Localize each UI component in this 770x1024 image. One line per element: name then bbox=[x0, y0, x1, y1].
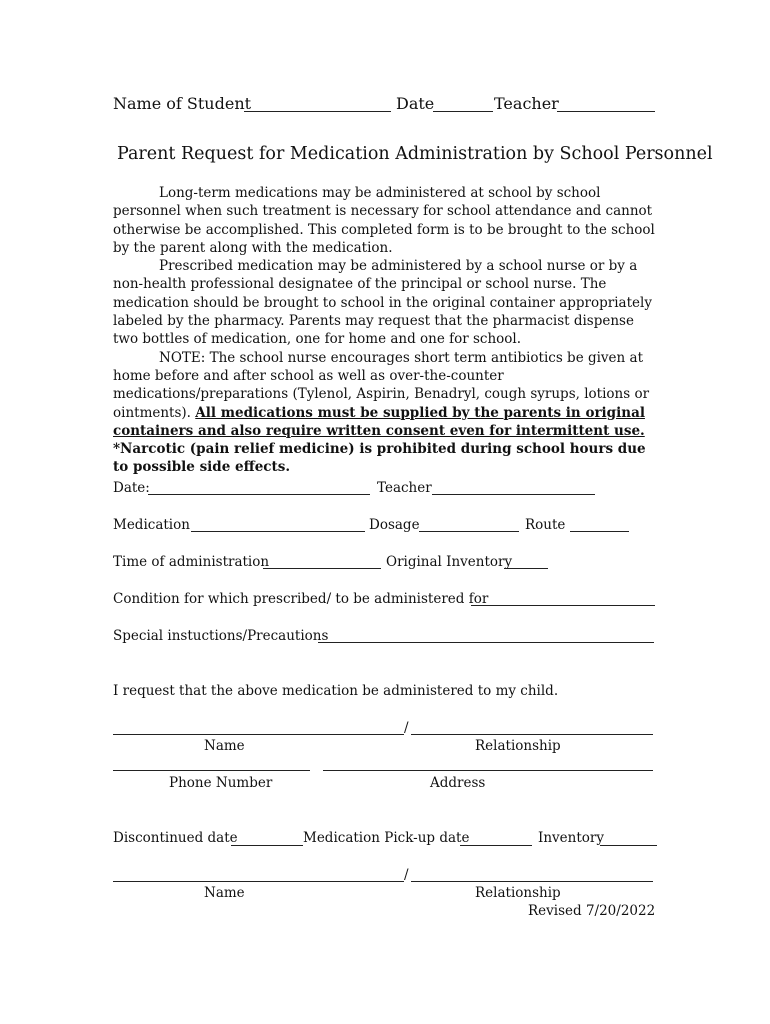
revision-date: Revised 7/20/2022 bbox=[528, 903, 656, 919]
supply-requirement: All medications must be supplied by the parents in original containers and also require written consent even for intermittent use. bbox=[113, 404, 645, 439]
teacher-label: Teacher bbox=[377, 480, 432, 496]
pickup-name-caption: Name bbox=[204, 885, 245, 901]
time-label: Time of administration bbox=[113, 554, 270, 570]
discontinued-date-label: Discontinued date bbox=[113, 830, 238, 846]
date-label: Date: bbox=[113, 480, 150, 496]
address-field[interactable] bbox=[323, 770, 653, 771]
header-date-field[interactable] bbox=[433, 111, 493, 112]
special-instructions-field[interactable] bbox=[318, 642, 654, 643]
discontinued-date-field[interactable] bbox=[231, 845, 303, 846]
request-statement: I request that the above medication be administered to my child. bbox=[113, 683, 559, 699]
dosage-label: Dosage bbox=[369, 517, 420, 533]
inventory-field[interactable] bbox=[600, 845, 657, 846]
header-teacher-field[interactable] bbox=[557, 111, 655, 112]
paragraph-prescribed: Prescribed medication may be administered by a school nurse or by a non-health professional designatee of the principal or school nurse. The medication should be brought to school in the original container appropriately labeled by the pharmacy. Parents may request that the pharmacist dispense two bottles of medication, one for home and one for school. bbox=[113, 258, 652, 348]
condition-field[interactable] bbox=[471, 605, 655, 606]
time-field[interactable] bbox=[263, 568, 381, 569]
header-teacher-label: Teacher bbox=[494, 94, 559, 113]
student-name-label: Name of Student bbox=[113, 94, 252, 113]
paragraph-long-term: Long-term medications may be administered at school by school personnel when such treatment is necessary for school attendance and cannot otherwise be accomplished. This completed form is to be brought to the school by the parent along with the medication. bbox=[113, 185, 655, 256]
date-field[interactable] bbox=[148, 494, 370, 495]
pickup-date-label: Medication Pick-up date bbox=[303, 830, 470, 846]
pickup-name-field[interactable] bbox=[113, 881, 404, 882]
narcotic-warning: *Narcotic (pain relief medicine) is prohibited during school hours due to possible side effects. bbox=[113, 441, 646, 476]
inventory-label: Inventory bbox=[538, 830, 604, 846]
condition-label: Condition for which prescribed/ to be administered for bbox=[113, 591, 489, 607]
parent-name-field[interactable] bbox=[113, 734, 404, 735]
phone-field[interactable] bbox=[113, 770, 310, 771]
note-text: NOTE: The school nurse encourages short term antibiotics be given at home before and after school as well as over-the-counter medications/preparations (Tylenol, Aspirin, Benadryl, cough syrups, lotions or ointments). bbox=[113, 349, 650, 421]
route-label: Route bbox=[525, 517, 566, 533]
relationship-field[interactable] bbox=[411, 734, 653, 735]
medication-label: Medication bbox=[113, 517, 190, 533]
route-field[interactable] bbox=[570, 531, 629, 532]
special-instructions-label: Special instuctions/Precautions bbox=[113, 628, 329, 644]
pickup-relationship-field[interactable] bbox=[411, 881, 653, 882]
pickup-relationship-caption: Relationship bbox=[475, 885, 561, 901]
paragraph-note bbox=[113, 349, 658, 477]
original-inventory-field[interactable] bbox=[504, 568, 548, 569]
name-caption: Name bbox=[204, 738, 245, 754]
pickup-date-field[interactable] bbox=[460, 845, 532, 846]
teacher-field[interactable] bbox=[432, 494, 595, 495]
phone-caption: Phone Number bbox=[169, 775, 273, 791]
relationship-caption: Relationship bbox=[475, 738, 561, 754]
original-inventory-label: Original Inventory bbox=[386, 554, 513, 570]
dosage-field[interactable] bbox=[419, 531, 519, 532]
name-relationship-separator: / bbox=[404, 720, 409, 736]
page-title: Parent Request for Medication Administration by School Personnel bbox=[117, 144, 713, 164]
header-date-label: Date bbox=[396, 94, 435, 113]
student-name-field[interactable] bbox=[244, 111, 391, 112]
instructions-text bbox=[113, 184, 658, 477]
address-caption: Address bbox=[430, 775, 486, 791]
pickup-separator: / bbox=[404, 867, 409, 883]
medication-field[interactable] bbox=[191, 531, 365, 532]
